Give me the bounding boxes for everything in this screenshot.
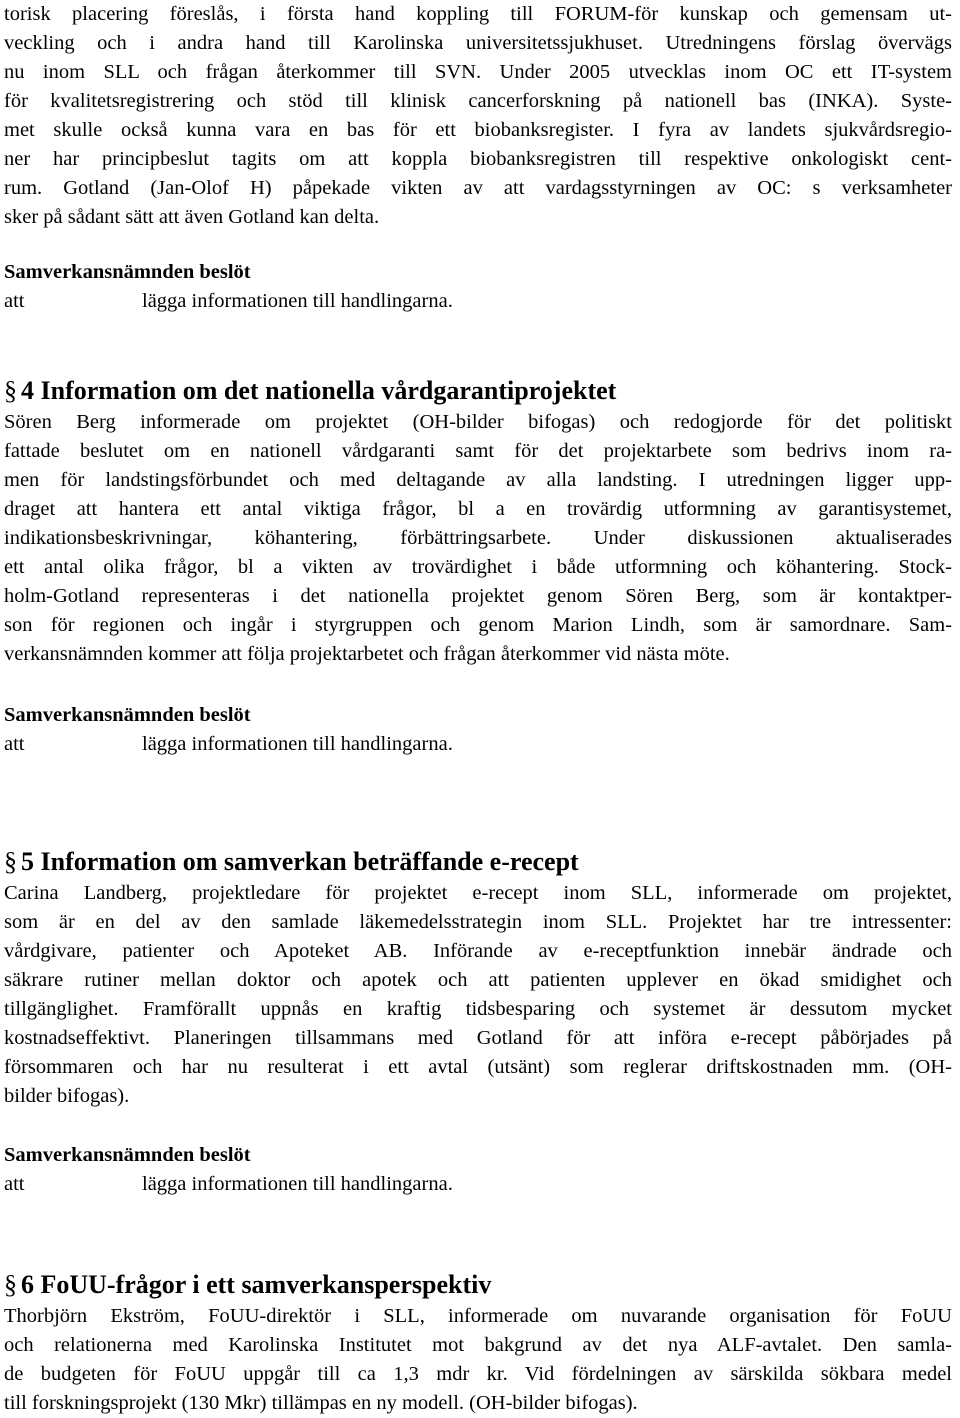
intro-decision [4,258,952,316]
section-4-decision [4,701,952,759]
paragraph-line: fattade beslutet om en nationell vårdgaranti samt för det projektarbete som bedrivs inom ra- [4,440,952,462]
paragraph-line: ett antal olika frågor, bl a vikten av trovärdighet i både utformning och köhantering. Stock- [4,556,952,578]
paragraph-line: sker på sådant sätt att även Gotland kan delta. [4,206,380,228]
paragraph-line: Sören Berg informerade om projektet (OH-bilder bifogas) och redogjorde för det politiskt [4,411,952,433]
paragraph-line: rum. Gotland (Jan-Olof H) påpekade vikten av att vardagsstyrningen av OC: s verksamheter [4,177,952,199]
paragraph-line: draget att hantera ett antal viktiga frågor, bl a en trovärdig utformning av garantisystemet, [4,498,952,520]
intro-block [4,0,952,232]
section-mark: § [4,847,17,876]
decision-title: Samverkansnämnden beslöt [4,1144,251,1166]
paragraph-line: försommaren och har nu resulterat i ett avtal (utsänt) som reglerar driftskostnaden mm. (OH- [4,1056,952,1078]
paragraph-line: verkansnämnden kommer att följa projektarbetet och frågan återkommer vid nästa möte. [4,643,730,665]
decision-row [4,1170,952,1199]
decision-text: lägga informationen till handlingarna. [142,290,453,312]
paragraph-line: holm-Gotland representeras i det nationella projektet genom Sören Berg, som är kontaktper- [4,585,952,607]
paragraph-line: som är en del av den samlade läkemedelsstrategin inom SLL. Projektet har tre intressenter: [4,911,952,933]
paragraph-line: ner har principbeslut tagits om att koppla biobanksregistren till respektive onkologiskt cent- [4,148,952,170]
decision-row [4,287,952,316]
paragraph-line: och relationerna med Karolinska Institutet mot bakgrund av det nya ALF-avtalet. Den samla- [4,1334,952,1356]
paragraph-line: för kvalitetsregistrering och stöd till klinisk cancerforskning på nationell bas (INKA). Syste- [4,90,952,112]
paragraph-line: Carina Landberg, projektledare för projektet e-recept inom SLL, informerade om projektet, [4,882,952,904]
paragraph-line: indikationsbeskrivningar, köhantering, förbättringsarbete. Under diskussionen aktualiserades [4,527,952,549]
paragraph-line: men för landstingsförbundet och med deltagande av alla landsting. I utredningen ligger upp- [4,469,952,491]
paragraph-line: vårdgivare, patienter och Apoteket AB. Införande av e-receptfunktion innebär ändrade och [4,940,952,962]
paragraph-line: tillgänglighet. Framförallt uppnås en kraftig tidsbesparing och systemet är dessutom mycket [4,998,952,1020]
section-mark: § [4,1270,17,1299]
paragraph-line: säkrare rutiner mellan doktor och apotek och att patienten upplever en ökad smidighet och [4,969,952,991]
section-6 [4,1268,952,1418]
paragraph-line: bilder bifogas). [4,1085,130,1107]
decision-att: att [4,733,25,755]
paragraph-line: nu inom SLL och frågan återkommer till SVN. Under 2005 utvecklas inom OC ett IT-system [4,61,952,83]
section-4 [4,374,952,669]
section-heading [4,845,952,879]
paragraph-line: till forskningsprojekt (130 Mkr) tillämpas en ny modell. (OH-bilder bifogas). [4,1392,638,1414]
paragraph-line: kostnadseffektivt. Planeringen tillsammans med Gotland för att införa e-recept påbörjades på [4,1027,952,1049]
paragraph-line: Thorbjörn Ekström, FoUU-direktör i SLL, informerade om nuvarande organisation för FoUU [4,1305,952,1327]
section-mark: § [4,376,17,405]
section-heading [4,374,952,408]
paragraph-line: met skulle också kunna vara en bas för ett biobanksregister. I fyra av landets sjukvårdsregio- [4,119,952,141]
paragraph-line: torisk placering föreslås, i första hand koppling till FORUM-för kunskap och gemensam ut- [4,3,952,25]
section-5-decision [4,1141,952,1199]
decision-title: Samverkansnämnden beslöt [4,704,251,726]
section-heading-text: 5 Information om samverkan beträffande e-recept [21,847,579,876]
decision-att: att [4,290,25,312]
decision-text: lägga informationen till handlingarna. [142,733,453,755]
decision-row [4,730,952,759]
paragraph-line: son för regionen och ingår i styrgruppen och genom Marion Lindh, som är samordnare. Sam- [4,614,952,636]
section-heading [4,1268,952,1302]
decision-text: lägga informationen till handlingarna. [142,1173,453,1195]
section-heading-text: 6 FoUU-frågor i ett samverkansperspektiv [21,1270,492,1299]
section-5 [4,845,952,1111]
section-heading-text: 4 Information om det nationella vårdgarantiprojektet [21,376,617,405]
decision-att: att [4,1173,25,1195]
decision-title: Samverkansnämnden beslöt [4,261,251,283]
paragraph-line: veckling och i andra hand till Karolinska universitetssjukhuset. Utredningens förslag övervägs [4,32,952,54]
paragraph-line: de budgeten för FoUU uppgår till ca 1,3 mdr kr. Vid fördelningen av särskilda sökbara medel [4,1363,952,1385]
